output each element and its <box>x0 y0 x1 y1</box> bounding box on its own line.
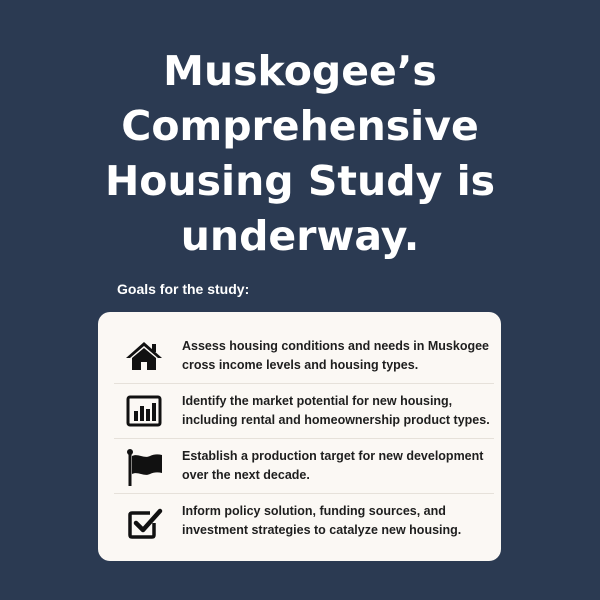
goal-text <box>182 502 497 540</box>
headline-line: Housing Study is <box>104 157 496 205</box>
goal-text-line: Assess housing conditions and needs in Muskogee <box>182 339 490 353</box>
goal-item <box>114 384 494 439</box>
goals-card <box>98 312 501 561</box>
goal-text-line: over the next decade. <box>182 468 310 482</box>
headline-line: underway. <box>180 212 420 260</box>
goal-text <box>182 392 497 430</box>
headline-line: Comprehensive <box>121 102 479 150</box>
headline-line: Muskogee’s <box>163 47 437 95</box>
flag-icon <box>124 448 164 488</box>
goal-text-line: including rental and homeownership product types. <box>182 413 490 427</box>
goal-text-line: cross income levels and housing types. <box>182 358 419 372</box>
goal-text-line: investment strategies to catalyze new housing. <box>182 523 462 537</box>
checkbox-icon <box>124 503 164 543</box>
goal-text <box>182 337 497 375</box>
bar-chart-icon <box>124 391 164 431</box>
goal-text <box>182 447 497 485</box>
goal-text-line: Identify the market potential for new housing, <box>182 394 453 408</box>
goals-label: Goals for the study: <box>117 281 250 297</box>
goal-item <box>114 494 494 549</box>
goal-item <box>114 329 494 384</box>
house-icon <box>124 336 164 376</box>
headline <box>0 44 600 264</box>
goal-text-line: Inform policy solution, funding sources, and <box>182 504 446 518</box>
goal-item <box>114 439 494 494</box>
goal-text-line: Establish a production target for new development <box>182 449 484 463</box>
